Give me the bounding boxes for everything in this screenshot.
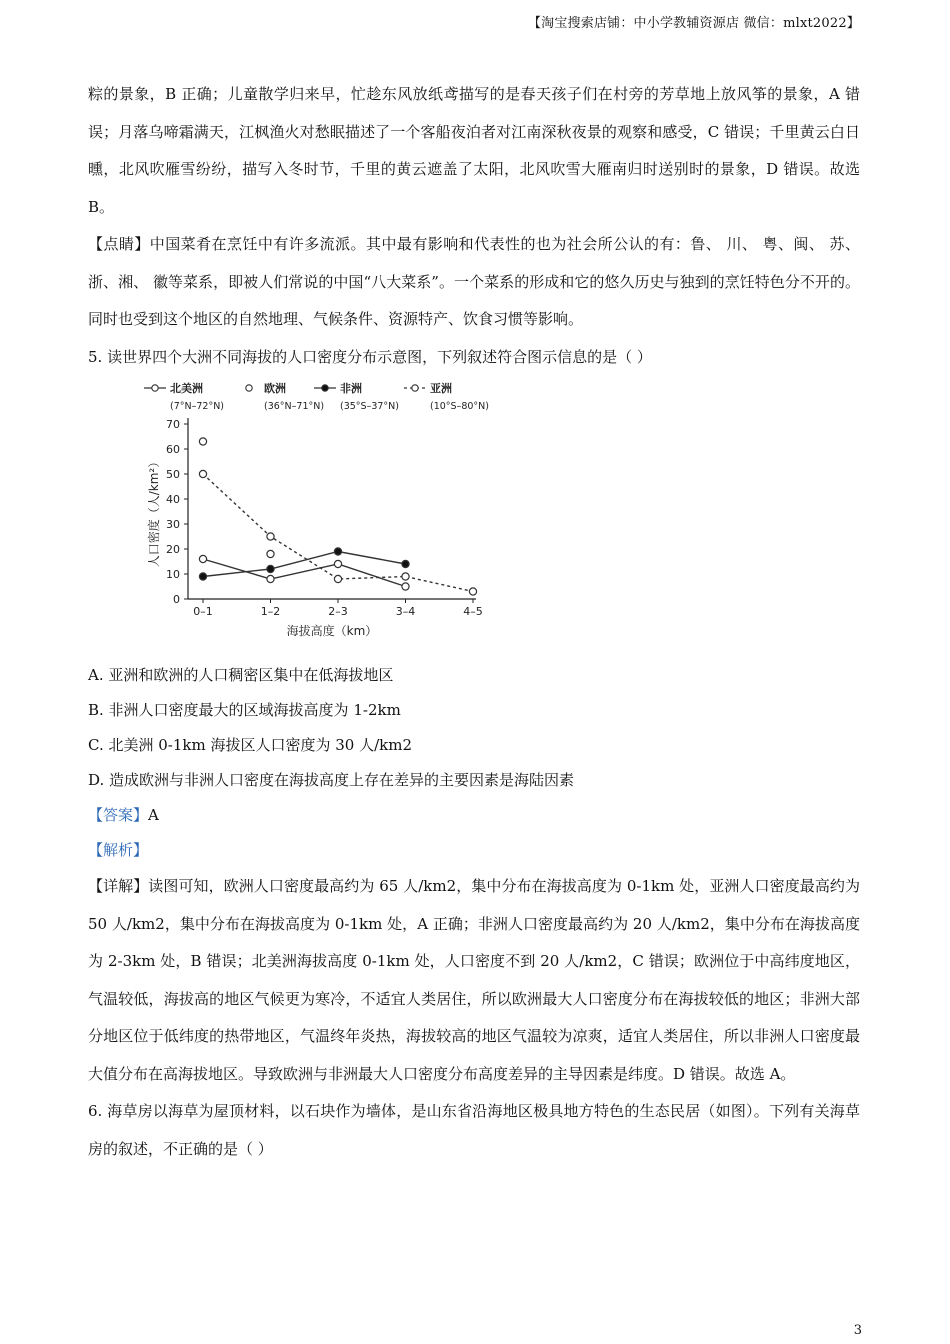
series-line-亚洲 — [203, 474, 473, 592]
q5-analysis-tag: 【解析】 — [88, 841, 149, 859]
paragraph-dianjing — [88, 226, 860, 339]
paragraph-q4-analysis-tail: 粽的景象，B 正确；儿童散学归来早，忙趁东风放纸鸢描写的是春天孩子们在村旁的芳草地上放风筝的景象，A 错误；月落乌啼霜满天，江枫渔火对愁眠描述了一个客船夜泊者对江南深秋夜景的观察和感受，C 错误；千里黄云白日曛，北风吹雁雪纷纷，描写入冬时节，千里的黄云遮盖了太阳，北风吹雪大雁南归时送别时的景象，D 错误。故选 B。 — [88, 85, 860, 216]
legend-range-北美洲: (7°N–72°N) — [170, 401, 225, 412]
legend-range-欧洲: (36°N–71°N) — [264, 401, 325, 412]
y-tick-label: 10 — [166, 568, 180, 581]
data-point-北美洲 — [334, 560, 341, 567]
series-line-非洲 — [203, 552, 406, 577]
y-tick-label: 50 — [166, 468, 180, 481]
detail-text: 读图可知，欧洲人口密度最高约为 65 人/km2，集中分布在海拔高度为 0-1km 处，亚洲人口密度最高约为 50 人/km2，集中分布在海拔高度为 0-1km 处，A 正确；非洲人口密度最高约为 20 人/km2，集中分布在海拔高度为 2-3km 处，B 错误；北美洲海拔高度 0-1km 处，人口密度不到 20 人/km2，C 错误；欧洲位于中高纬度地区，气温较低，海拔高的地区气候更为寒冷，不适宜人类居住，所以欧洲最大人口密度分布在海拔较低的地区；非洲大部分地区位于低纬度的热带地区，气温终年炎热，海拔较高的地区气温较为凉爽，适宜人类居住，所以非洲人口密度最大值分布在高海拔地区。导致欧洲与非洲最大人口密度分布高度差异的主导因素是纬度。D 错误。故选 A。 — [88, 877, 860, 1083]
data-point-非洲 — [334, 548, 341, 555]
dianjing-text: 中国菜肴在烹饪中有许多流派。其中最有影响和代表性的也为社会所公认的有：鲁、 川、 粤、闽、 苏、 浙、湘、 徽等菜系，即被人们常说的中国“八大菜系”。一个菜系的形成和它的悠久历史与独到的烹饪特色分不开的。同时也受到这个地区的自然地理、气候条件、资源特产、饮食习惯等影响。 — [88, 235, 860, 328]
legend-marker-非洲 — [322, 385, 328, 391]
legend-marker-北美洲 — [152, 385, 158, 391]
q5-answer — [88, 798, 860, 833]
y-tick-label: 40 — [166, 493, 180, 506]
answer-tag: 【答案】 — [88, 806, 149, 824]
y-tick-label: 60 — [166, 443, 180, 456]
data-point-北美洲 — [267, 575, 274, 582]
data-point-亚洲 — [199, 470, 206, 477]
data-point-非洲 — [199, 573, 206, 580]
legend-label-非洲: 非洲 — [340, 382, 362, 395]
legend-marker-欧洲 — [246, 385, 252, 391]
x-tick-label: 1–2 — [260, 605, 281, 618]
data-point-北美洲 — [199, 555, 206, 562]
q5-option-a: A. 亚洲和欧洲的人口稠密区集中在低海拔地区 — [88, 666, 394, 684]
y-tick-label: 20 — [166, 543, 180, 556]
data-point-亚洲 — [469, 588, 476, 595]
x-tick-label: 3–4 — [395, 605, 416, 618]
data-point-欧洲 — [199, 438, 206, 445]
x-tick-label: 0–1 — [193, 605, 213, 618]
legend-label-北美洲: 北美洲 — [170, 382, 203, 395]
y-tick-label: 0 — [173, 593, 180, 606]
dianjing-tag: 【点睛】 — [88, 235, 150, 253]
legend-range-亚洲: (10°S–80°N) — [430, 401, 489, 412]
data-point-非洲 — [267, 565, 274, 572]
q5-option-d: D. 造成欧洲与非洲人口密度在海拔高度上存在差异的主要因素是海陆因素 — [88, 771, 575, 789]
detail-tag: 【详解】 — [88, 877, 149, 895]
y-axis-label: 人口密度（人/km²） — [147, 455, 161, 568]
x-axis-label: 海拔高度（km） — [286, 624, 378, 638]
data-point-欧洲 — [267, 550, 274, 557]
data-point-亚洲 — [402, 573, 409, 580]
q5-stem: 5. 读世界四个大洲不同海拔的人口密度分布示意图，下列叙述符合图示信息的是（ ） — [88, 347, 652, 366]
legend-label-亚洲: 亚洲 — [430, 382, 452, 395]
q5-detail — [88, 868, 860, 1093]
q5-option-c: C. 北美洲 0-1km 海拔区人口密度为 30 人/km2 — [88, 736, 413, 754]
chart-svg — [136, 380, 516, 652]
answer-value: A — [148, 806, 159, 824]
legend-marker-亚洲 — [412, 385, 418, 391]
y-tick-label: 70 — [166, 418, 180, 431]
population-density-chart — [136, 380, 516, 652]
data-point-非洲 — [402, 560, 409, 567]
document-body — [88, 76, 860, 1168]
q5-option-b: B. 非洲人口密度最大的区域海拔高度为 1-2km — [88, 701, 401, 719]
x-tick-label: 2–3 — [328, 605, 348, 618]
q6-stem: 6. 海草房以海草为屋顶材料，以石块作为墙体，是山东省沿海地区极具地方特色的生态民居（如图）。下列有关海草房的叙述，不正确的是（ ） — [88, 1102, 860, 1158]
page-header: 【淘宝搜索店铺：中小学教辅资源店 微信：mlxt2022】 — [527, 16, 860, 31]
data-point-亚洲 — [267, 533, 274, 540]
data-point-北美洲 — [402, 583, 409, 590]
legend-range-非洲: (35°S–37°N) — [340, 401, 399, 412]
page-number: 3 — [853, 1323, 862, 1338]
x-tick-label: 4–5 — [463, 605, 483, 618]
y-tick-label: 30 — [166, 518, 180, 531]
data-point-亚洲 — [334, 575, 341, 582]
legend-label-欧洲: 欧洲 — [264, 382, 286, 395]
